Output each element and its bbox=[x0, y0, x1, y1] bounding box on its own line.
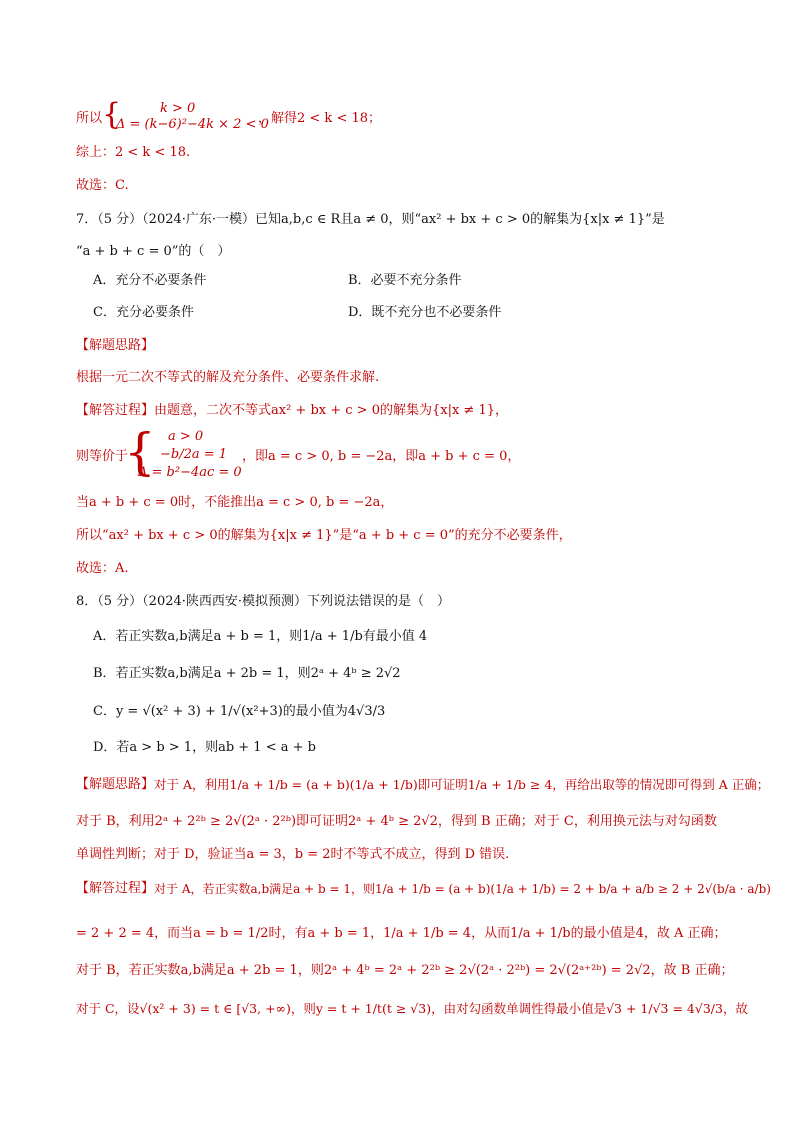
prev-answer: 故选：C. bbox=[76, 178, 129, 193]
q8-option-d: D．若a > b > 1，则ab + 1 < a + b bbox=[93, 740, 316, 755]
prev-conclusion: 综上：2 < k < 18. bbox=[76, 145, 191, 160]
q8-stem: 8．（5 分）（2024·陕西西安·模拟预测）下列说法错误的是（ ） bbox=[76, 594, 451, 609]
q8-proc-line1: 对于 A，若正实数a,b满足a + b = 1，则1/a + 1/b = (a + b)(1/a + 1/b) = 2 + b/a + a/b ≥ 2 + 2√(b/a · a/b) bbox=[154, 882, 771, 896]
q7-sys-c: Δ = b²−4ac = 0 bbox=[138, 465, 242, 480]
q7-proc-line3: 当a + b + c = 0时，不能推出a = c > 0, b = −2a， bbox=[76, 495, 394, 510]
q7-stem-line2: “a + b + c = 0”的（ ） bbox=[76, 244, 231, 259]
q8-idea-line3: 单调性判断；对于 D，验证当a = 3，b = 2时不等式不成立，得到 D 错误. bbox=[76, 847, 510, 862]
q8-option-b: B．若正实数a,b满足a + 2b = 1，则2ᵃ + 4ᵇ ≥ 2√2 bbox=[93, 666, 401, 681]
q7-proc-line1: 由题意，二次不等式ax² + bx + c > 0的解集为{x|x ≠ 1}， bbox=[154, 403, 508, 418]
left-brace-icon: { bbox=[102, 97, 122, 132]
left-brace-icon: { bbox=[124, 423, 156, 481]
q7-option-b: B．必要不充分条件 bbox=[348, 273, 462, 288]
q7-equivalence-system bbox=[124, 423, 254, 484]
q7-proc-line4: 所以“ax² + bx + c > 0的解集为{x|x ≠ 1}”是“a + b + c = 0”的充分不必要条件， bbox=[76, 528, 572, 543]
prev-sys-line1: k > 0 bbox=[160, 101, 196, 116]
q7-answer: 故选：A. bbox=[76, 561, 129, 576]
q8-option-c: C．y = √(x² + 3) + 1/√(x²+3)的最小值为4√3/3 bbox=[93, 704, 386, 719]
prev-sys-line2: Δ = (k−6)²−4k × 2 < 0 bbox=[116, 117, 269, 132]
q8-proc-line3: 对于 B，若正实数a,b满足a + 2b = 1，则2ᵃ + 4ᵇ = 2ᵃ + 2²ᵇ ≥ 2√(2ᵃ · 2²ᵇ) = 2√(2ᵃ⁺²ᵇ) = 2√2，故 B 正确； bbox=[76, 963, 734, 978]
q7-sys-b: −b/2a = 1 bbox=[160, 447, 228, 462]
q7-option-a: A．充分不必要条件 bbox=[93, 273, 207, 288]
q7-option-c: C．充分必要条件 bbox=[93, 305, 194, 320]
q8-proc-line4: 对于 C，设√(x² + 3) = t ∈ [√3, +∞)，则y = t + 1/t(t ≥ √3)，由对勾函数单调性得最小值是√3 + 1/√3 = 4√3/3，故 bbox=[76, 1001, 748, 1016]
q8-idea-line1: 对于 A，利用1/a + 1/b = (a + b)(1/a + 1/b)即可证明1/a + 1/b ≥ 4，再给出取等的情况即可得到 A 正确； bbox=[154, 777, 770, 792]
q7-sys-a: a > 0 bbox=[168, 429, 204, 444]
q8-idea-line2: 对于 B，利用2ᵃ + 2²ᵇ ≥ 2√(2ᵃ · 2²ᵇ)即可证明2ᵃ + 4ᵇ ≥ 2√2，得到 B 正确；对于 C，利用换元法与对勾函数 bbox=[76, 814, 717, 829]
q7-idea-text: 根据一元二次不等式的解及充分条件、必要条件求解. bbox=[76, 370, 380, 385]
q7-equiv-suffix: ，即a = c > 0, b = −2a，即a + b + c = 0， bbox=[242, 449, 521, 464]
q7-equiv-prefix: 则等价于 bbox=[76, 449, 129, 464]
q7-option-d: D．既不充分也不必要条件 bbox=[348, 305, 502, 320]
q8-proc-line2: = 2 + 2 = 4，而当a = b = 1/2时，有a + b = 1，1/a + 1/b = 4，从而1/a + 1/b的最小值是4，故 A 正确； bbox=[76, 926, 727, 941]
q7-proc-label: 【解答过程】 bbox=[76, 403, 155, 418]
q8-idea-label: 【解题思路】 bbox=[76, 777, 155, 792]
q7-stem-line1: 7．（5 分）（2024·广东·一模）已知a,b,c ∈ R且a ≠ 0，则“ax² + bx + c > 0的解集为{x|x ≠ 1}”是 bbox=[76, 212, 665, 227]
q8-option-a: A．若正实数a,b满足a + b = 1，则1/a + 1/b有最小值 4 bbox=[93, 629, 428, 644]
q7-idea-label: 【解题思路】 bbox=[76, 338, 155, 353]
prev-sys-suffix: ，解得2 < k < 18； bbox=[258, 111, 382, 126]
q8-proc-label: 【解答过程】 bbox=[76, 881, 155, 896]
prev-so-prefix: 所以 bbox=[76, 111, 103, 126]
